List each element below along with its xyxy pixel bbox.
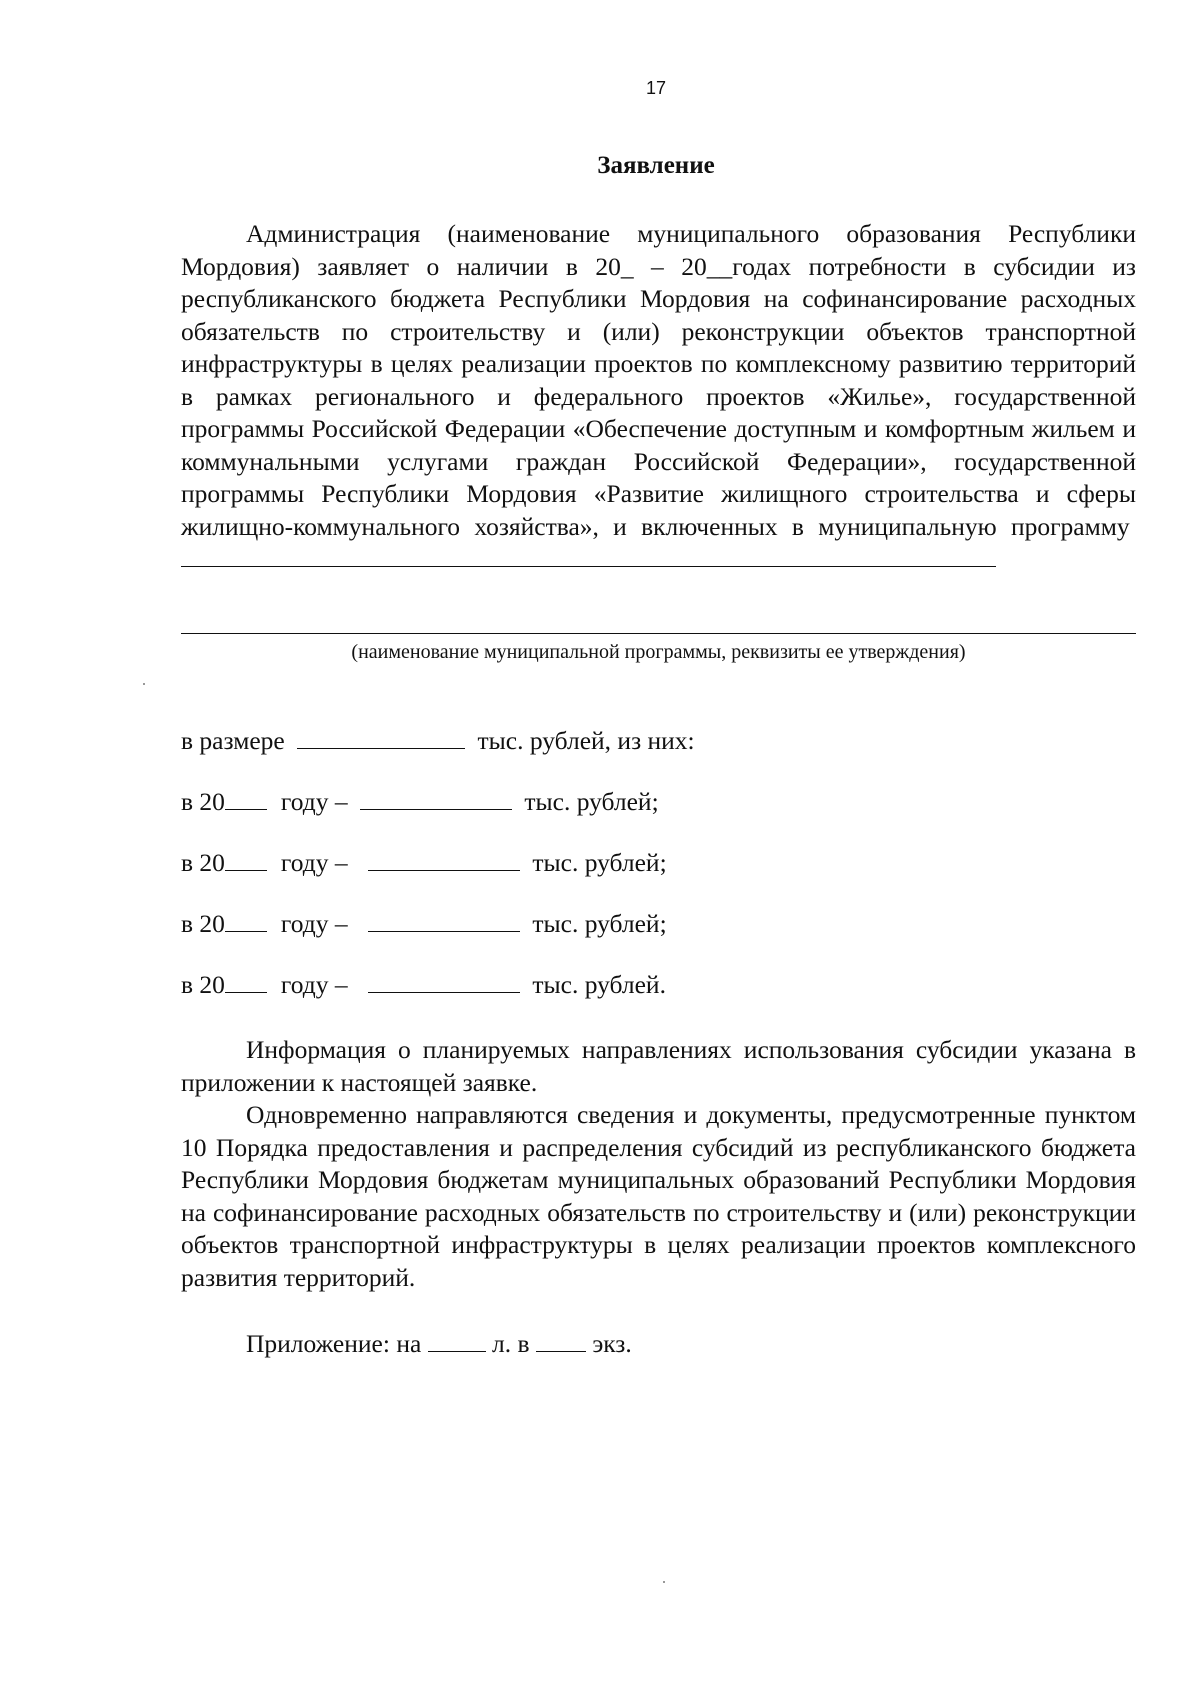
year-blank <box>225 848 267 871</box>
intro-text <box>181 218 1136 576</box>
year-mid: году – <box>280 909 348 938</box>
attachment-prefix: Приложение: на <box>246 1329 422 1358</box>
year-suffix: тыс. рублей; <box>532 848 667 877</box>
year-suffix: тыс. рублей; <box>532 909 667 938</box>
year-amount-row <box>181 787 659 817</box>
year-mid: году – <box>280 970 348 999</box>
attachment-suffix: экз. <box>592 1329 632 1358</box>
attachment-line <box>246 1329 632 1359</box>
amount-total-prefix: в размере <box>181 726 285 755</box>
document-title: Заявление <box>597 152 715 179</box>
year-amount-blank <box>360 787 512 810</box>
amount-total-suffix: тыс. рублей, из них: <box>477 726 695 755</box>
scan-artifact <box>143 683 145 685</box>
year-prefix: в 20 <box>181 787 225 816</box>
info-paragraph-1: Информация о планируемых направлениях использования субсидии указана в приложении к настоящей заявке. <box>181 1035 1136 1097</box>
program-details-line <box>181 633 1136 634</box>
intro-text-start: Администрация (наименование муниципального образования Республики Мордовия) заявляет о наличии в 20 <box>181 219 1136 281</box>
program-caption: (наименование муниципальной программы, реквизиты ее утверждения) <box>351 641 966 663</box>
year-suffix: тыс. рублей. <box>532 970 666 999</box>
amount-total-blank <box>297 726 465 749</box>
year-blank <box>225 909 267 932</box>
intro-paragraph <box>181 218 1136 576</box>
attachment-middle: л. в <box>492 1329 530 1358</box>
program-label: программу <box>1010 511 1130 541</box>
year-amount-row <box>181 970 666 1000</box>
info-paragraph-2: Одновременно направляются сведения и документы, предусмотренные пунктом 10 Порядка предоставления и распределения субсидий из республиканского бюджета Республики Мордовия бюджетам муниципальных образований Республики Мордовия на софинансирование расходных обязательств по строительству и (или) реконструкции объектов транспортной инфраструктуры в целях реализации проектов комплексного развития территорий. <box>181 1100 1136 1292</box>
page-number: 17 <box>645 78 667 98</box>
year-suffix: тыс. рублей; <box>524 787 659 816</box>
year-amount-row <box>181 848 667 878</box>
year-prefix: в 20 <box>181 848 225 877</box>
info-block <box>181 1034 1136 1294</box>
year-blank <box>225 787 267 810</box>
attachment-copies-blank <box>536 1329 586 1352</box>
year-amount-blank <box>368 909 520 932</box>
years-blank-1: _ <box>620 251 634 281</box>
years-blank-2: __ <box>706 251 733 281</box>
year-blank <box>225 970 267 993</box>
year-amount-blank <box>368 970 520 993</box>
scan-artifact <box>663 1581 665 1583</box>
years-dash: – 20 <box>633 251 707 281</box>
intro-text-end: годах потребности в субсидии из республиканского бюджета Республики Мордовия на софинансирование расходных обязательств по строительству и (или) реконструкции объектов транспортной инфраструктуры в целях реализации проектов по комплексному развитию территорий в рамках регионального и федерального проектов «Жилье», государственной программы Российской Федерации «Обеспечение доступным и комфортным жильем и коммунальными услугами граждан Российской Федерации», государственной программы Республики Мордовия «Развитие жилищного строительства и сферы жилищно-коммунального хозяйства», и включенных в муниципальную <box>181 251 1137 541</box>
program-name-blank <box>181 546 996 567</box>
amount-total-row <box>181 726 695 756</box>
attachment-sheets-blank <box>428 1329 486 1352</box>
year-amount-blank <box>368 848 520 871</box>
year-mid: году – <box>280 848 348 877</box>
year-prefix: в 20 <box>181 909 225 938</box>
year-mid: году – <box>280 787 348 816</box>
year-prefix: в 20 <box>181 970 225 999</box>
year-amount-row <box>181 909 667 939</box>
